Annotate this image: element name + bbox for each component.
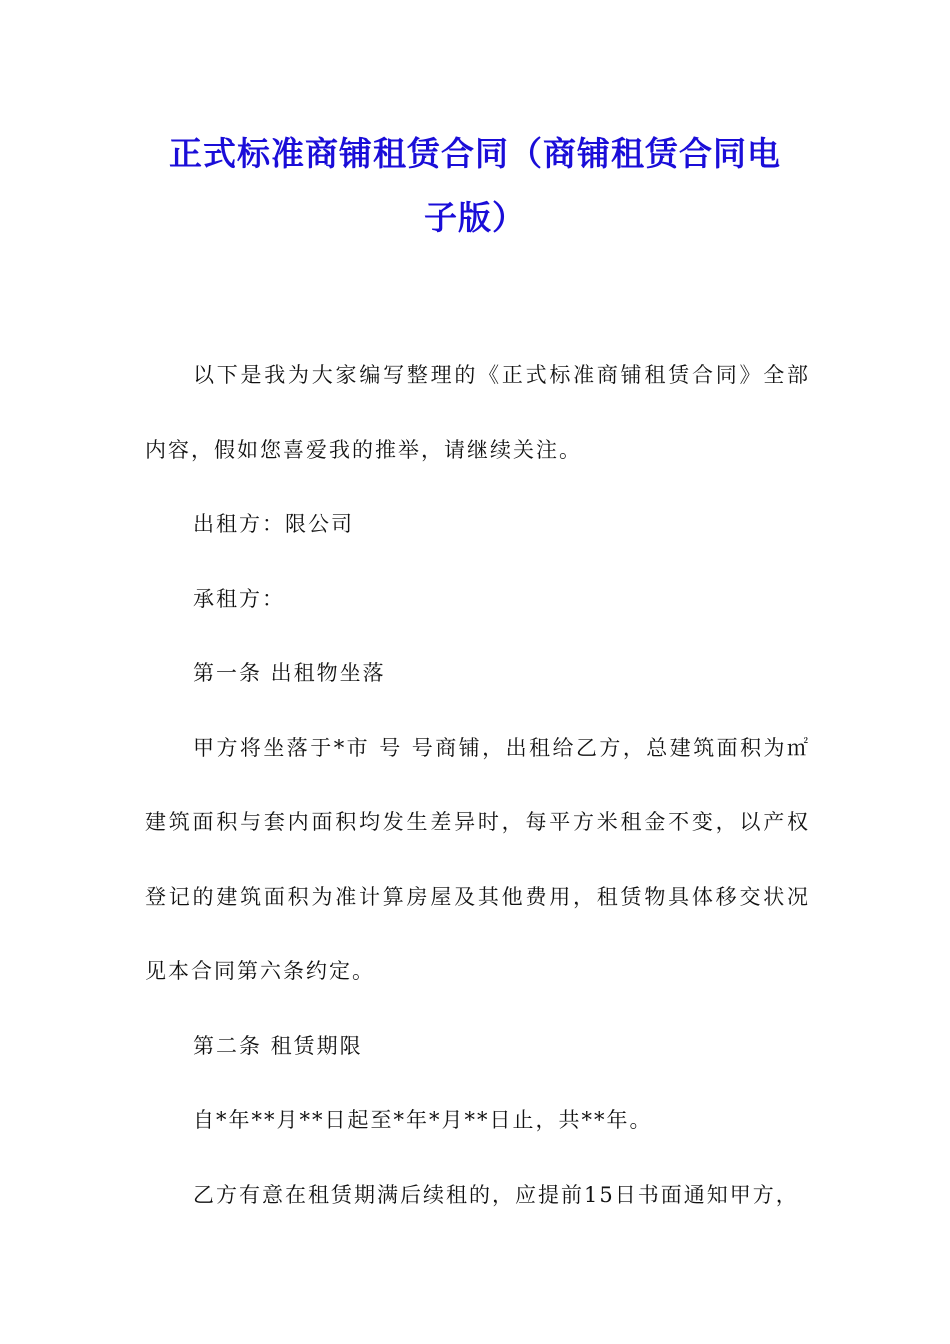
article-2-renewal: 乙方有意在租赁期满后续租的，应提前15日书面通知甲方， <box>193 1182 799 1207</box>
lessor-line: 出租方：限公司 <box>193 512 354 536</box>
title-line-1: 正式标准商铺租赁合同（商铺租赁合同电 <box>169 134 781 173</box>
article-1-body: 甲方将坐落于*市 号 号商铺，出租给乙方，总建筑面积为㎡建筑面积与套内面积均发生差异时，每平方米租金不变，以产权登记的建筑面积为准计算房屋及其他费用，租赁物具体移交状况见本合同第六条约定。 <box>145 735 810 983</box>
article-2-term: 自*年**月**日起至*年*月**日止，共**年。 <box>193 1108 653 1132</box>
document-body <box>145 338 810 1232</box>
lessee-line: 承租方： <box>193 586 285 611</box>
article-1-heading: 第一条 出租物坐落 <box>193 661 386 685</box>
document-title <box>100 122 850 250</box>
intro-paragraph: 以下是我为大家编写整理的《正式标准商铺租赁合同》全部内容，假如您喜爱我的推举，请继续关注。 <box>145 363 810 462</box>
article-2-heading: 第二条 租赁期限 <box>193 1033 363 1058</box>
title-line-2: 子版） <box>424 198 526 237</box>
